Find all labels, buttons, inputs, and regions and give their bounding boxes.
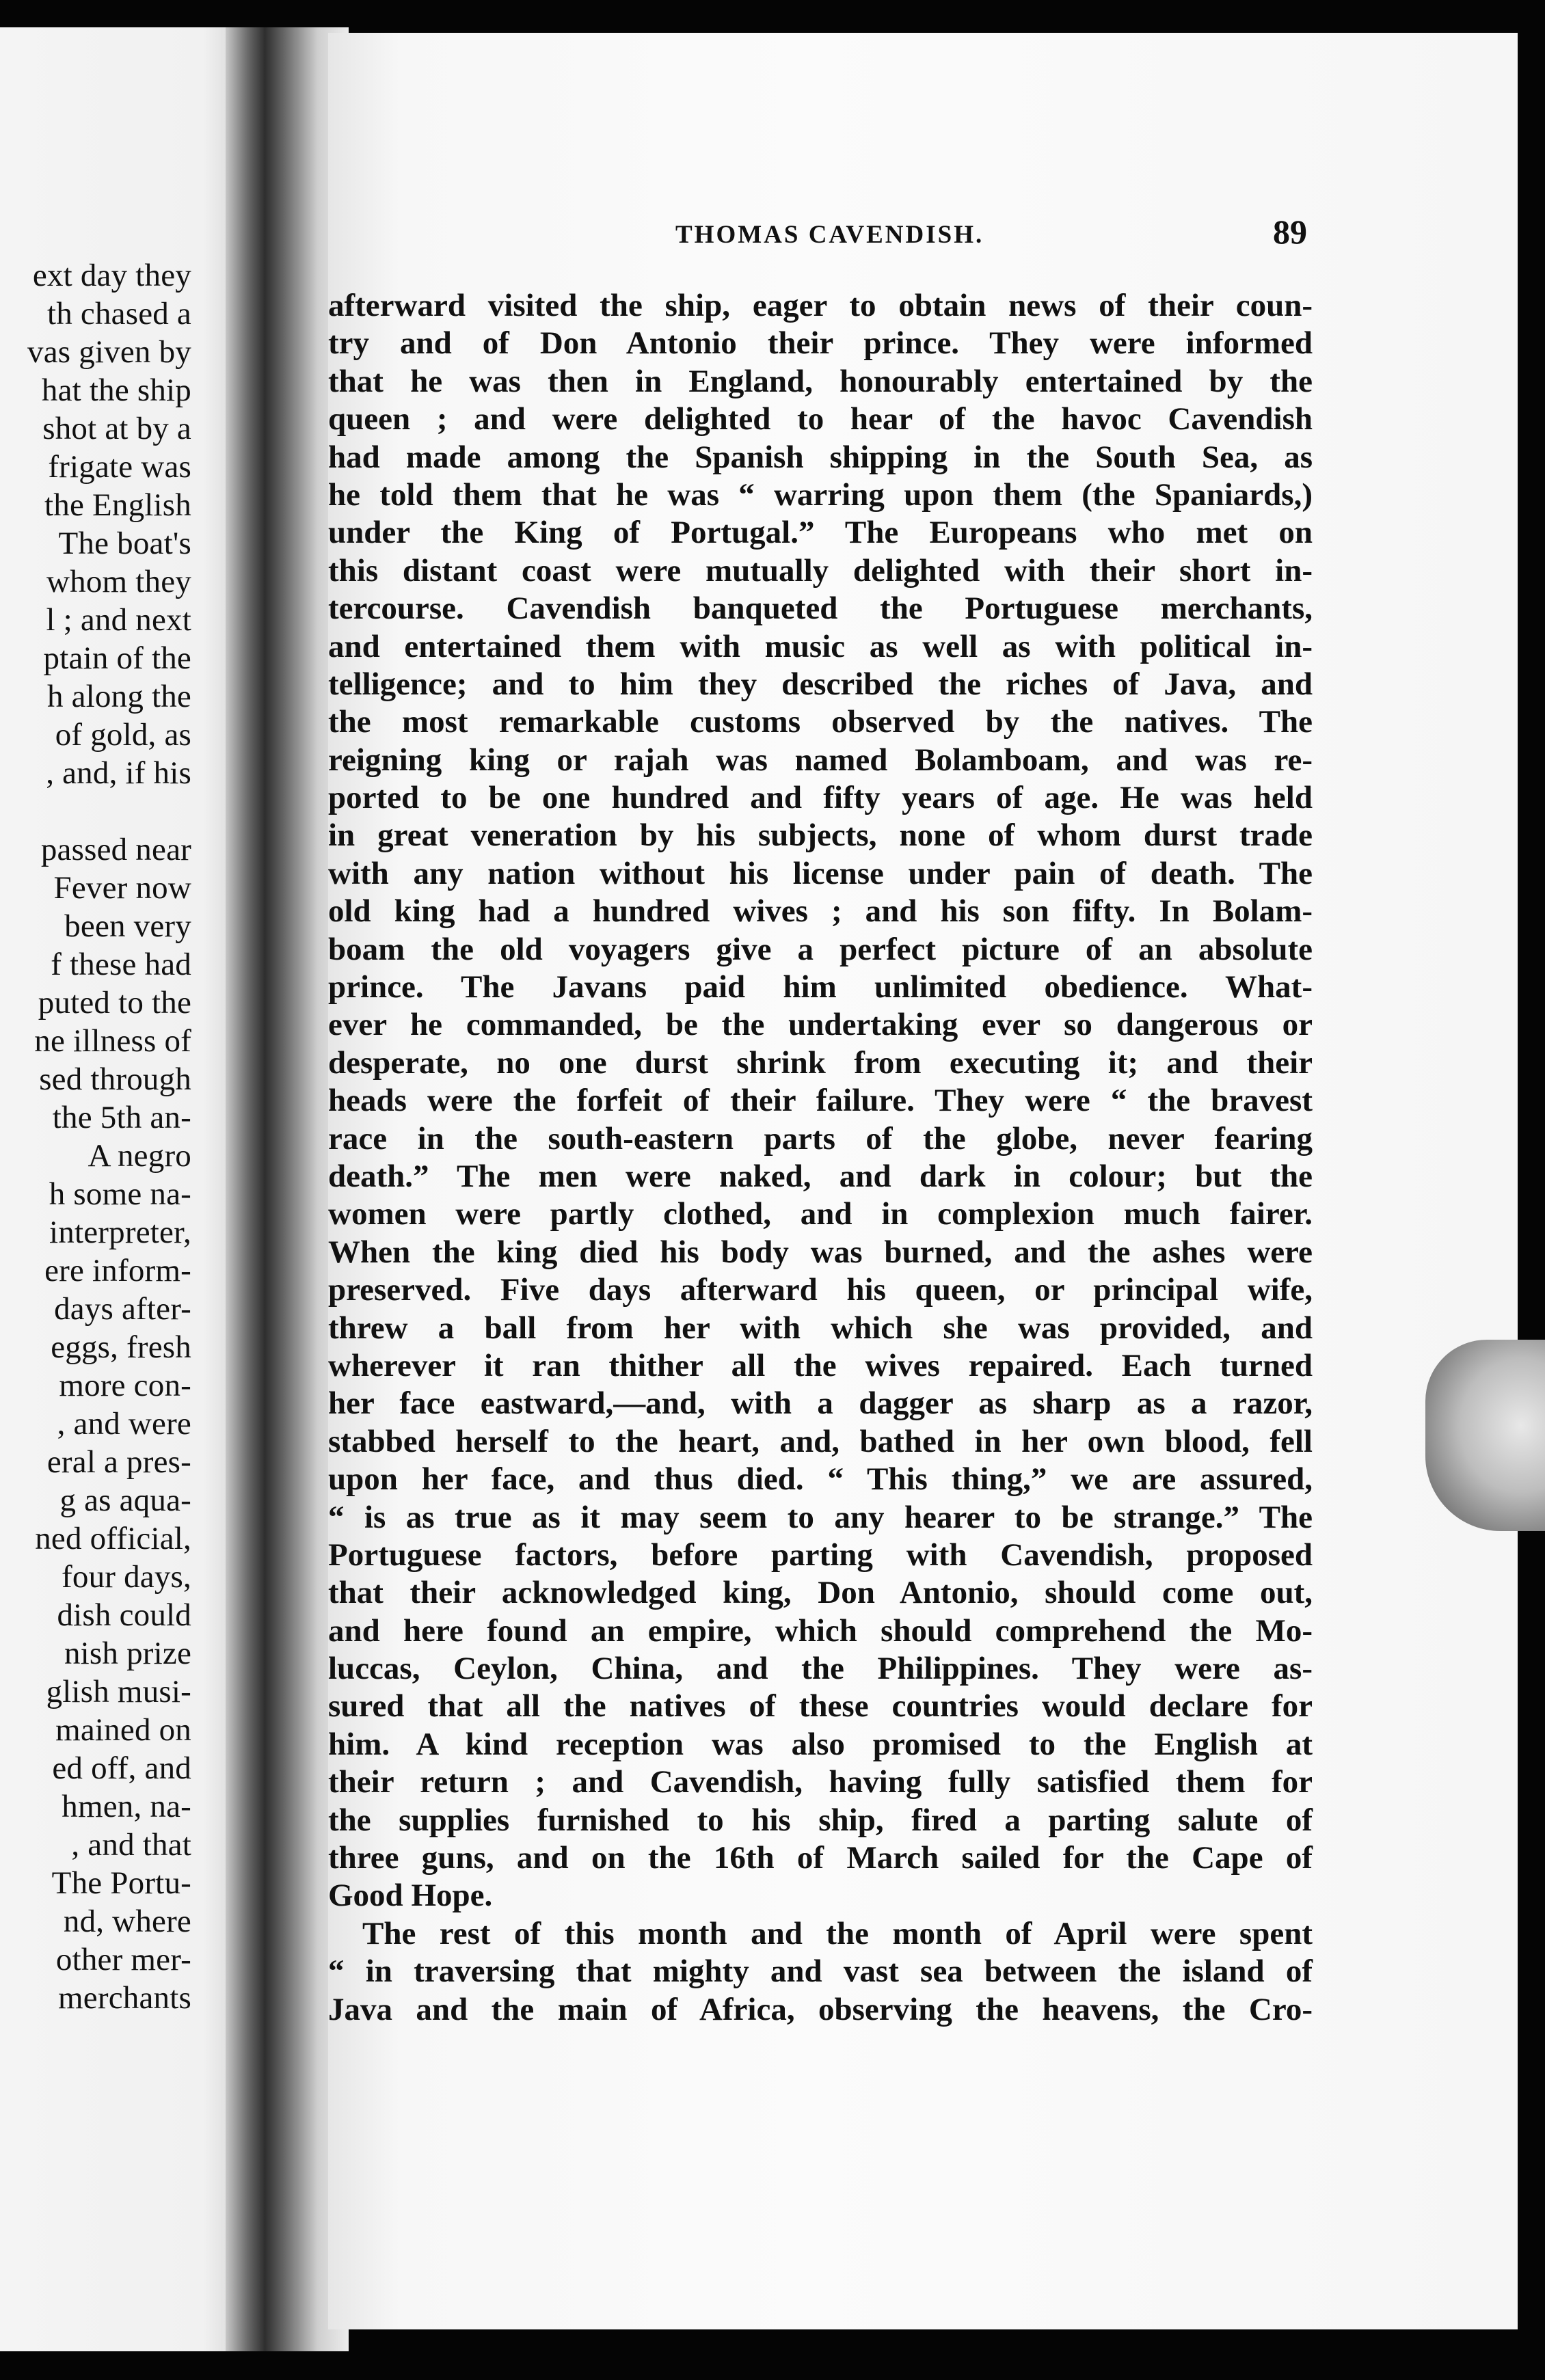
left-page-line: ned official, — [35, 1521, 191, 1556]
text-line: sured that all the natives of these countries would declare for — [328, 1688, 1313, 1725]
text-line: that he was then in England, honourably entertained by the — [328, 363, 1313, 399]
text-line: the supplies furnished to his ship, fired a parting salute of — [328, 1802, 1313, 1838]
left-page-line: four days, — [62, 1559, 191, 1595]
text-line: her face eastward,—and, with a dagger as sharp as a razor, — [328, 1385, 1313, 1422]
text-line: try and of Don Antonio their prince. They were informed — [328, 325, 1313, 362]
text-line: ported to be one hundred and fifty years of age. He was held — [328, 780, 1313, 816]
left-page-line: l ; and next — [46, 602, 191, 638]
running-head: THOMAS CAVENDISH. — [675, 221, 984, 249]
text-line: “ in traversing that mighty and vast sea between the island of — [328, 1953, 1313, 1990]
text-line: women were partly clothed, and in complexion much fairer. — [328, 1196, 1313, 1232]
left-page-line: glish musi- — [46, 1674, 191, 1709]
text-line: queen ; and were delighted to hear of the havoc Cavendish — [328, 401, 1313, 437]
left-page-line: ne illness of — [34, 1023, 191, 1059]
text-line: When the king died his body was burned, and the ashes were — [328, 1234, 1313, 1270]
left-page-line: hmen, na- — [62, 1789, 191, 1824]
text-line: race in the south-eastern parts of the globe, never fearing — [328, 1120, 1313, 1157]
left-page-line: The Portu- — [51, 1865, 191, 1901]
left-page-line: , and were — [57, 1406, 191, 1442]
text-line: “ is as true as it may seem to any hearer to be strange.” The — [328, 1499, 1313, 1535]
left-page-line: nd, where — [63, 1904, 191, 1939]
left-page-line: more con- — [59, 1368, 191, 1403]
left-page-line: dish could — [57, 1597, 191, 1633]
left-page-line: , and, if his — [46, 755, 191, 791]
text-line: him. A kind reception was also promised to the English at — [328, 1726, 1313, 1762]
text-line: heads were the forfeit of their failure. They were “ the bravest — [328, 1083, 1313, 1119]
left-page-line: merchants — [58, 1980, 191, 2016]
left-page-line: other mer- — [55, 1942, 191, 1977]
left-page-line: sed through — [39, 1061, 191, 1097]
left-page-line — [0, 792, 191, 830]
text-line: with any nation without his license under pain of death. The — [328, 855, 1313, 891]
text-line: that their acknowledged king, Don Antonio, should come out, — [328, 1575, 1313, 1611]
left-page-text — [0, 256, 191, 2017]
left-page-line: Fever now — [53, 870, 191, 906]
left-page-line: been very — [64, 908, 191, 944]
text-line: in great veneration by his subjects, none of whom durst trade — [328, 817, 1313, 854]
left-page-line: interpreter, — [49, 1215, 191, 1250]
left-page-line: eggs, fresh — [51, 1329, 191, 1365]
left-page-line: days after- — [54, 1291, 191, 1327]
text-line: under the King of Portugal.” The Europeans who met on — [328, 515, 1313, 551]
text-line: boam the old voyagers give a perfect picture of an absolute — [328, 931, 1313, 967]
text-line: upon her face, and thus died. “ This thing,” we are assured, — [328, 1461, 1313, 1498]
text-line: three guns, and on the 16th of March sailed for the Cape of — [328, 1840, 1313, 1876]
left-page-line: shot at by a — [42, 411, 191, 446]
left-page-line: , and that — [71, 1827, 191, 1863]
left-page-line: ptain of the — [43, 640, 191, 676]
text-line: Good Hope. — [328, 1878, 493, 1914]
text-line: The rest of this month and the month of April were spent — [362, 1915, 1313, 1951]
left-page-line: the English — [44, 487, 191, 523]
text-line: had made among the Spanish shipping in the South Sea, as — [328, 439, 1313, 475]
left-page-line: the 5th an- — [52, 1100, 191, 1135]
text-line: Portuguese factors, before parting with Cavendish, proposed — [328, 1537, 1313, 1573]
left-page-line: th chased a — [47, 296, 191, 332]
text-line: preserved. Five days afterward his queen, or principal wife, — [328, 1272, 1313, 1308]
text-line: Java and the main of Africa, observing the heavens, the Cro- — [328, 1991, 1313, 2027]
left-page-line: hat the ship — [41, 373, 191, 408]
thumb-holding-page — [1425, 1340, 1545, 1531]
text-line: and entertained them with music as well as with political in- — [328, 628, 1313, 664]
left-page-line: whom they — [46, 564, 191, 599]
text-line: death.” The men were naked, and dark in colour; but the — [328, 1158, 1313, 1194]
text-line: telligence; and to him they described the riches of Java, and — [328, 666, 1313, 702]
left-page-line: ext day they — [32, 258, 191, 293]
left-page-line: of gold, as — [55, 717, 191, 753]
left-page-line: A negro — [88, 1138, 191, 1174]
text-line: their return ; and Cavendish, having fully satisfied them for — [328, 1764, 1313, 1800]
left-page-line: ed off, and — [52, 1750, 191, 1786]
left-page-line: g as aqua- — [59, 1483, 191, 1518]
left-page-line: f these had — [51, 947, 191, 982]
left-page — [0, 27, 239, 2351]
left-page-line: puted to the — [38, 985, 191, 1020]
text-line: old king had a hundred wives ; and his son fifty. In Bolam- — [328, 893, 1313, 930]
left-page-line: mained on — [55, 1712, 191, 1748]
text-line: desperate, no one durst shrink from executing it; and their — [328, 1044, 1313, 1081]
text-line: luccas, Ceylon, China, and the Philippines. They were as- — [328, 1651, 1313, 1687]
left-page-line: h along the — [46, 679, 191, 714]
text-line: prince. The Javans paid him unlimited obedience. What- — [328, 969, 1313, 1005]
text-line: the most remarkable customs observed by the natives. The — [328, 704, 1313, 740]
text-line: stabbed herself to the heart, and, bathed in her own blood, fell — [328, 1423, 1313, 1459]
text-line: wherever it ran thither all the wives repaired. Each turned — [328, 1347, 1313, 1383]
left-page-line: The boat's — [58, 526, 191, 561]
left-page-line: frigate was — [48, 449, 191, 485]
text-line: reigning king or rajah was named Bolamboam, and was re- — [328, 742, 1313, 778]
left-page-line: passed near — [40, 832, 191, 867]
left-page-line: ere inform- — [44, 1253, 191, 1288]
left-page-line: nish prize — [64, 1636, 191, 1671]
left-page-line: eral a pres- — [46, 1444, 191, 1480]
text-line: this distant coast were mutually delighted with their short in- — [328, 552, 1313, 589]
page-number: 89 — [1273, 213, 1307, 251]
text-line: and here found an empire, which should comprehend the Mo- — [328, 1612, 1313, 1649]
text-line: ever he commanded, be the undertaking ever so dangerous or — [328, 1007, 1313, 1043]
left-page-line: h some na- — [49, 1176, 191, 1212]
page-body-text — [328, 287, 1313, 2029]
text-line: he told them that he was “ warring upon them (the Spaniards,) — [328, 476, 1313, 513]
left-page-line: vas given by — [27, 334, 191, 370]
text-line: tercourse. Cavendish banqueted the Portuguese merchants, — [328, 591, 1313, 627]
text-line: afterward visited the ship, eager to obtain news of their coun- — [328, 288, 1313, 323]
text-line: threw a ball from her with which she was provided, and — [328, 1310, 1313, 1346]
